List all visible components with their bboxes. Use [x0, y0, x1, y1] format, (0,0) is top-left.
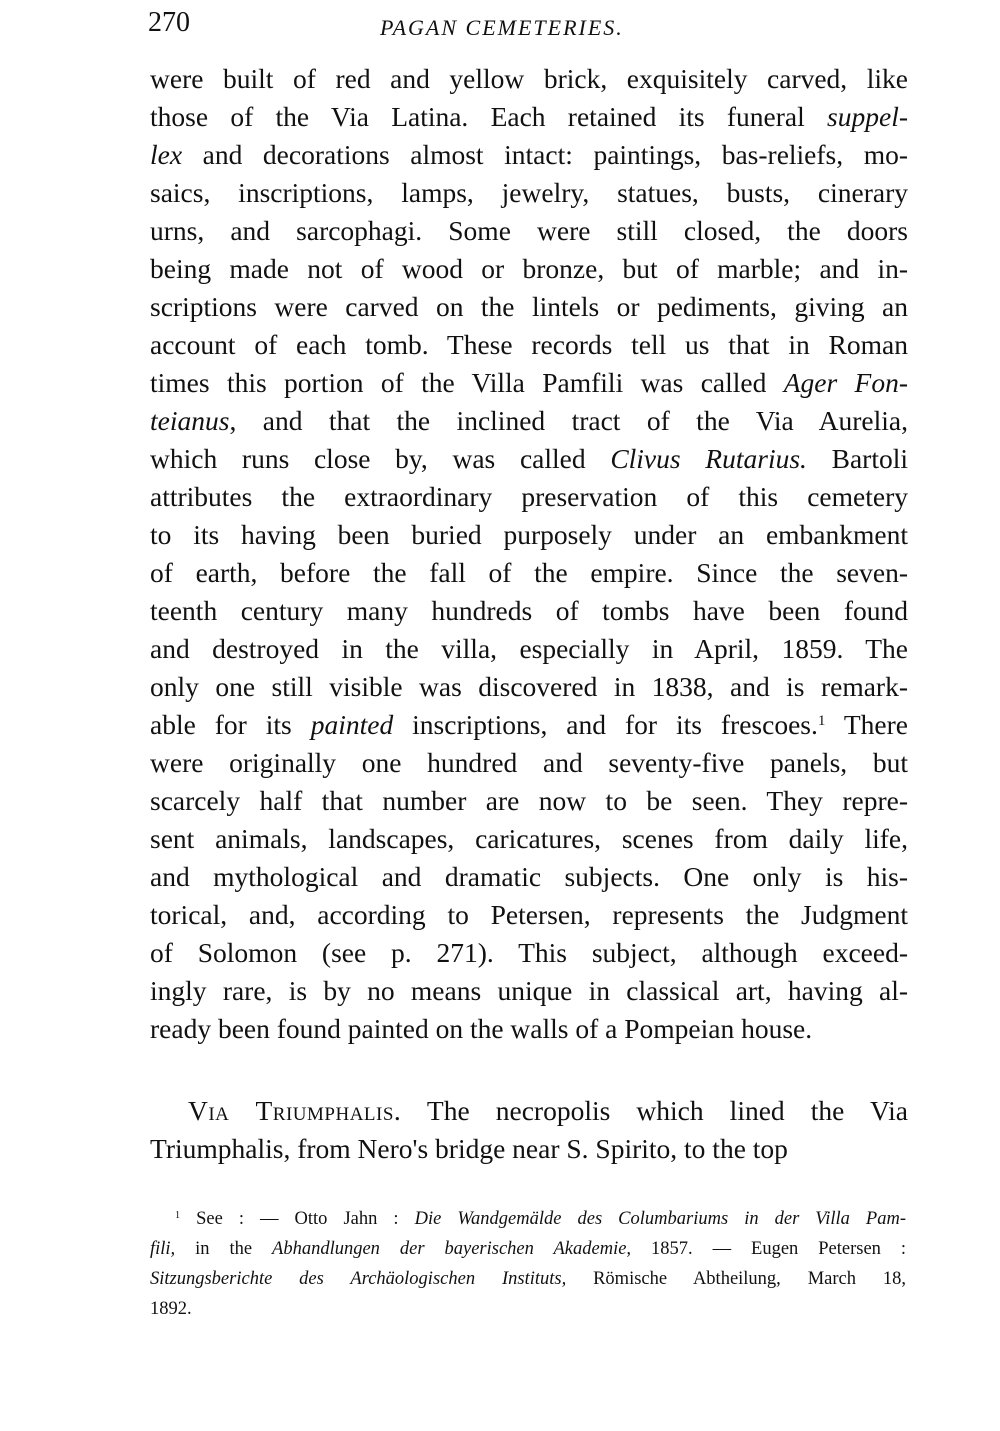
text-line: and destroyed in the villa, especially in April, 1859. The [150, 633, 908, 664]
text-line: account of each tomb. These records tell us that in Roman [150, 329, 908, 360]
text-line: only one still visible was discovered in 1838, and is remark- [150, 671, 908, 702]
text-line: Triumphalis, from Nero's bridge near S. Spirito, to the top [150, 1133, 788, 1164]
footnote-ref: 1 [817, 712, 826, 729]
text-line: lex and decorations almost intact: paintings, bas-reliefs, mo- [150, 139, 908, 170]
text-line: ready been found painted on the walls of a Pompeian house. [150, 1013, 813, 1044]
text-line: to its having been buried purposely under an embankment [150, 519, 908, 550]
text-line: scarcely half that number are now to be seen. They repre- [150, 785, 908, 816]
text-line: Via Triumphalis. The necropolis which lined the Via [188, 1095, 909, 1126]
text-line: were originally one hundred and seventy-five panels, but [150, 747, 908, 778]
text-line: and mythological and dramatic subjects. One only is his- [150, 861, 908, 892]
text-line: of Solomon (see p. 271). This subject, although exceed- [150, 937, 908, 968]
text-line: times this portion of the Villa Pamfili was called Ager Fon- [150, 367, 908, 398]
footnote-line: 1892. [150, 1299, 192, 1319]
text-line: those of the Via Latina. Each retained its funeral suppel- [150, 101, 908, 132]
text-line: saics, inscriptions, lamps, jewelry, statues, busts, cinerary [150, 177, 908, 208]
text-line: were built of red and yellow brick, exquisitely carved, like [150, 63, 908, 94]
section-heading: Via Triumphalis. [188, 1095, 402, 1126]
text-line: of earth, before the fall of the empire. Since the seven- [150, 557, 908, 588]
page-number: 270 [148, 7, 190, 38]
text-line: urns, and sarcophagi. Some were still closed, the doors [150, 215, 908, 246]
text-line: ingly rare, is by no means unique in classical art, having al- [150, 975, 908, 1006]
text-line: teianus, and that the inclined tract of the Via Aurelia, [150, 405, 908, 436]
footnote-line: Sitzungsberichte des Archäologischen Instituts, Römische Abtheilung, March 18, [150, 1269, 906, 1289]
footnote-line: fili, in the Abhandlungen der bayerischen Akademie, 1857. — Eugen Petersen : [150, 1239, 907, 1259]
text-line: teenth century many hundreds of tombs have been found [150, 595, 908, 626]
footnote-marker: 1 [175, 1209, 181, 1221]
text-line: sent animals, landscapes, caricatures, scenes from daily life, [150, 823, 908, 854]
text-line: torical, and, according to Petersen, represents the Judgment [150, 899, 908, 930]
text-line: scriptions were carved on the lintels or pediments, giving an [150, 291, 908, 322]
footnote-line: $^1$ See : — Otto Jahn : Die Wandgemälde des Columbariums in der Villa Pam- [175, 1209, 906, 1229]
text-line: which runs close by, was called Clivus Rutarius. Bartoli [150, 443, 908, 474]
text-line: able for its painted inscriptions, and for its frescoes.$^1$ There [150, 709, 909, 740]
running-head: PAGAN CEMETERIES. [380, 15, 624, 40]
text-line: attributes the extraordinary preservation of this cemetery [150, 481, 908, 512]
text-line: being made not of wood or bronze, but of marble; and in- [150, 253, 908, 284]
